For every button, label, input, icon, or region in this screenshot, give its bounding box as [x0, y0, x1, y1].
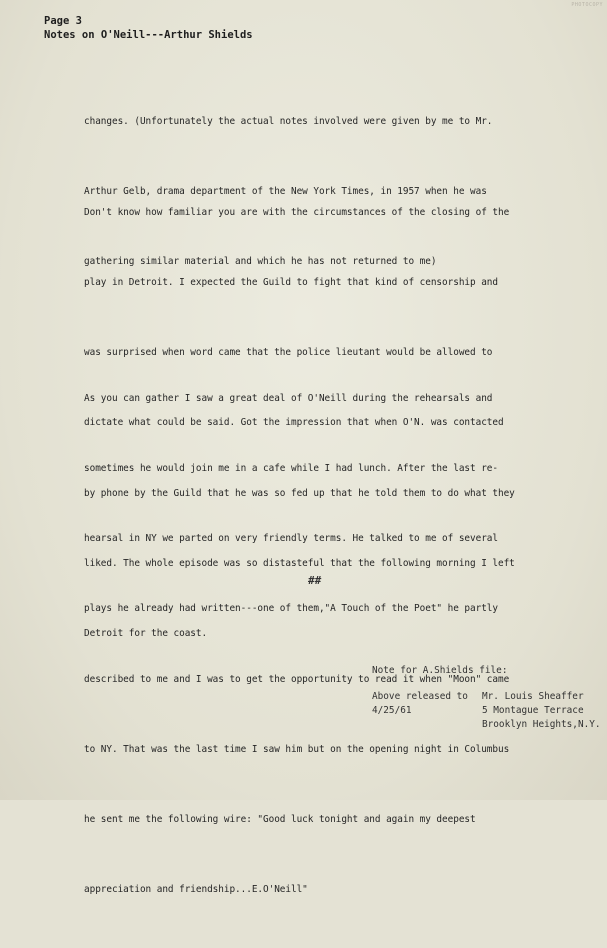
text-line: As you can gather I saw a great deal of O'Neill during the rehearsals and: [84, 392, 493, 404]
text-line: gathering similar material and which he has not returned to me): [84, 256, 437, 268]
released-label: Above released to: [372, 691, 468, 702]
text-line: he sent me the following wire: "Good luck tonight and again my deepest: [84, 814, 476, 826]
text-line: liked. The whole episode was so distasteful that the following morning I left: [84, 557, 515, 569]
recipient-name: Mr. Louis Sheaffer: [482, 691, 584, 702]
text-line: by phone by the Guild that he was so fed up that he told them to do what they: [84, 487, 515, 499]
text-line: Don't know how familiar you are with the circumstances of the closing of the: [84, 206, 510, 218]
recipient-address-line-1: 5 Montague Terrace: [482, 705, 584, 716]
page-number: Page 3: [44, 15, 82, 27]
text-line: Detroit for the coast.: [84, 628, 208, 640]
file-note-title: Note for A.Shields file:: [372, 665, 508, 676]
text-line: hearsal in NY we parted on very friendly terms. He talked to me of several: [84, 533, 498, 545]
page-header: [44, 14, 253, 42]
archive-stamp: PHOTOCOPY: [571, 2, 603, 8]
text-line: described to me and I was to get the opportunity to read it when "Moon" came: [84, 673, 510, 685]
release-date: 4/25/61: [372, 705, 412, 716]
text-line: was surprised when word came that the police lieutant would be allowed to: [84, 347, 493, 359]
text-line: dictate what could be said. Got the impression that when O'N. was contacted: [84, 417, 504, 429]
end-mark: ##: [308, 574, 322, 587]
paragraph-3: [84, 340, 588, 948]
text-line: appreciation and friendship...E.O'Neill": [84, 884, 308, 896]
text-line: Arthur Gelb, drama department of the New York Times, in 1957 when he was: [84, 186, 487, 198]
text-line: plays he already had written---one of them,"A Touch of the Poet" he partly: [84, 603, 498, 615]
recipient-address-line-2: Brooklyn Heights,N.Y.: [482, 719, 601, 730]
text-line: to NY. That was the last time I saw him but on the opening night in Columbus: [84, 743, 510, 755]
text-line: play in Detroit. I expected the Guild to fight that kind of censorship and: [84, 277, 498, 289]
text-line: sometimes he would join me in a cafe while I had lunch. After the last re-: [84, 463, 498, 475]
text-line: changes. (Unfortunately the actual notes involved were given by me to Mr.: [84, 115, 493, 127]
document-subject: Notes on O'Neill---Arthur Shields: [44, 29, 253, 41]
